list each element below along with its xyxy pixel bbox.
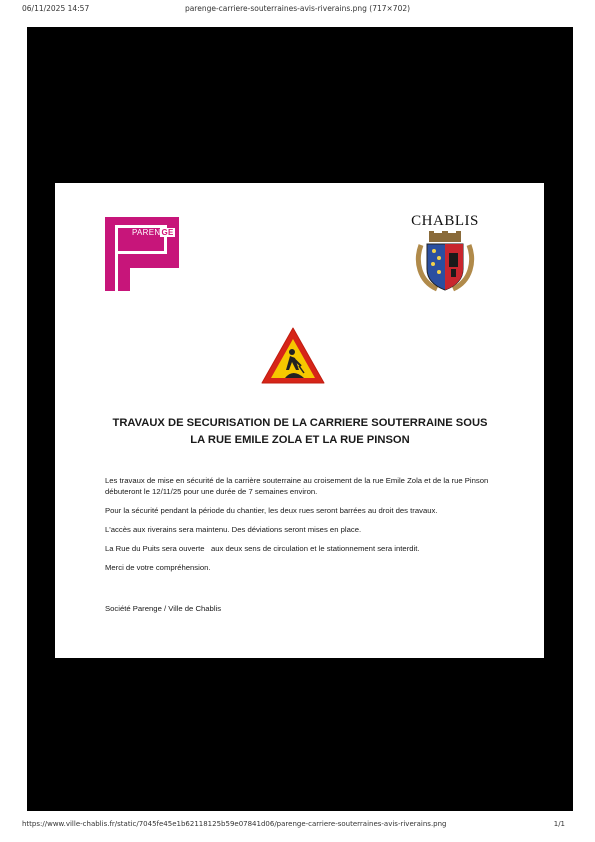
coat-of-arms-icon [415,231,475,298]
notice-title [85,415,515,449]
paragraph-works-dates: Les travaux de mise en sécurité de la carrière souterraine au croisement de la rue Emile Zola et de la rue Pinson débuteront le 12/11/25 pour une durée de 7 semaines environ. [105,476,489,496]
paragraph-rue-du-puits: La Rue du Puits sera ouverte aux deux sens de circulation et le stationnement sera interdit. [105,544,420,553]
notice-body [105,475,515,581]
page-number: 1/1 [553,820,565,828]
title-line-1: TRAVAUX DE SECURISATION DE LA CARRIERE SOUTERRAINE SOUS [112,417,488,429]
print-url: https://www.ville-chablis.fr/static/7045fe45e1b62118125b59e07841d06/parenge-carriere-souterraines-avis-riverains.png [22,820,447,828]
paragraph-road-closure: Pour la sécurité pendant la période du chantier, les deux rues seront barrées au droit des travaux. [105,506,438,515]
notice-sheet [55,183,544,658]
print-datetime: 06/11/2025 14:57 [22,4,90,13]
print-filename: parenge-carriere-souterraines-avis-riverains.png (717×702) [184,4,411,13]
logo-wordmark: PARENGE [132,228,174,237]
paragraph-resident-access: L'accès aux riverains sera maintenu. Des déviations seront mises en place. [105,525,362,534]
parenge-logo [105,217,179,291]
roadworks-sign-icon [260,326,326,391]
signature: Société Parenge / Ville de Chablis [105,604,222,613]
title-line-2: LA RUE EMILE ZOLA ET LA RUE PINSON [190,434,410,446]
city-name: CHABLIS [411,213,479,229]
paragraph-thanks: Merci de votre compréhension. [105,563,211,572]
